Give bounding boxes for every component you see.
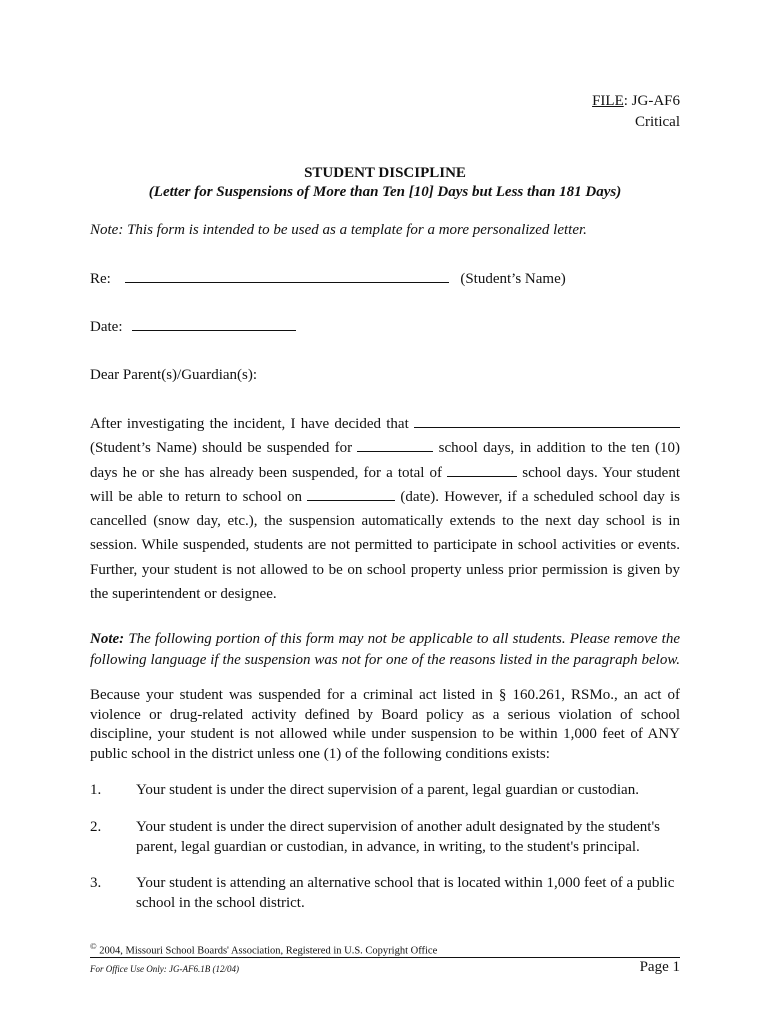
condition-number: 2. (90, 819, 102, 835)
para1-line: Further, your student is not allowed to be on school property unless prior permission is given by (90, 561, 680, 578)
para1-text: school days. Your student (522, 464, 681, 481)
copyright-symbol: © (90, 941, 97, 951)
copyright-text: 2004, Missouri School Boards' Association, Registered in U.S. Copyright Office (96, 945, 438, 957)
date-field[interactable] (132, 318, 296, 331)
condition-number: 3. (90, 875, 102, 891)
para2-line: public school in the district unless one (1) of the following conditions exists: (90, 745, 550, 762)
footer-divider (90, 957, 680, 958)
document-title: STUDENT DISCIPLINE (304, 165, 466, 181)
condition-number: 1. (90, 782, 102, 798)
para1-text: After investigating the incident, I have decided that (90, 416, 409, 432)
para1-line: the superintendent or designee. (90, 586, 277, 603)
salutation: Dear Parent(s)/Guardian(s): (90, 367, 258, 383)
note2-line (90, 629, 680, 650)
condition-text: Your student is under the direct supervision of a parent, legal guardian or custodian. (136, 782, 639, 798)
para1-line: session. While suspended, students are not permitted to participate in school activities or events. (90, 537, 680, 554)
copyright-notice (90, 941, 437, 957)
total-days-blank[interactable] (447, 464, 517, 477)
template-note: Note: This form is intended to be used as a template for a more personalized letter. (90, 222, 587, 238)
date-label: Date: (90, 319, 123, 335)
file-reference (592, 93, 680, 110)
suspension-paragraph (90, 412, 680, 606)
date-line (90, 318, 296, 336)
note2-label: Note: (90, 631, 125, 647)
para1-line (90, 461, 680, 485)
para1-text: (date). However, if a scheduled school day is (400, 488, 680, 505)
para2-line: violence or drug-related activity defined by Board policy as a serious violation of school (90, 706, 680, 723)
suspension-days-blank[interactable] (357, 439, 433, 452)
para1-line (90, 436, 680, 460)
para1-line (90, 485, 680, 509)
student-name-field[interactable] (125, 270, 449, 283)
condition-text: Your student is attending an alternative school that is located within 1,000 feet of a public school in the school district. (136, 875, 675, 911)
para1-text: will be able to return to school on (90, 488, 302, 505)
document-subtitle: (Letter for Suspensions of More than Ten [10] Days but Less than 181 Days) (148, 184, 622, 200)
para1-text: (Student’s Name) should be suspended for (90, 440, 353, 457)
office-use-note: For Office Use Only: JG-AF6.1B (12/04) (90, 964, 239, 974)
para1-text: school days, in addition to the ten (10) (438, 440, 681, 457)
file-label: FILE (592, 93, 624, 109)
para1-text: days he or she has already been suspended, for a total of (90, 464, 443, 481)
para2-line: Because your student was suspended for a criminal act listed in § 160.261, RSMo., an act of (90, 687, 680, 703)
file-code: : JG-AF6 (623, 93, 680, 109)
para1-line: cancelled (snow day, etc.), the suspension automatically extends to the next day school is in (90, 513, 680, 530)
file-status: Critical (635, 114, 680, 130)
condition-text: Your student is under the direct supervision of another adult designated by the student's parent, legal guardian or custodian, in advance, in writing, to the student's principal. (136, 819, 661, 855)
re-line (90, 270, 566, 288)
re-suffix: (Student’s Name) (460, 271, 566, 287)
re-label: Re: (90, 271, 111, 287)
page-number: Page 1 (639, 959, 680, 975)
note2-line: following language if the suspension was not for one of the reasons listed in the paragraph below. (90, 652, 680, 668)
para1-line (90, 412, 680, 436)
para2-line: discipline, your student is not allowed while under suspension to be within 1,000 feet of ANY (90, 726, 680, 742)
note2-text: The following portion of this form may not be applicable to all students. Please remove the (128, 631, 680, 647)
student-name-blank[interactable] (414, 415, 680, 428)
return-date-blank[interactable] (307, 488, 395, 501)
applicability-note (90, 629, 680, 671)
criminal-act-paragraph (90, 686, 680, 764)
